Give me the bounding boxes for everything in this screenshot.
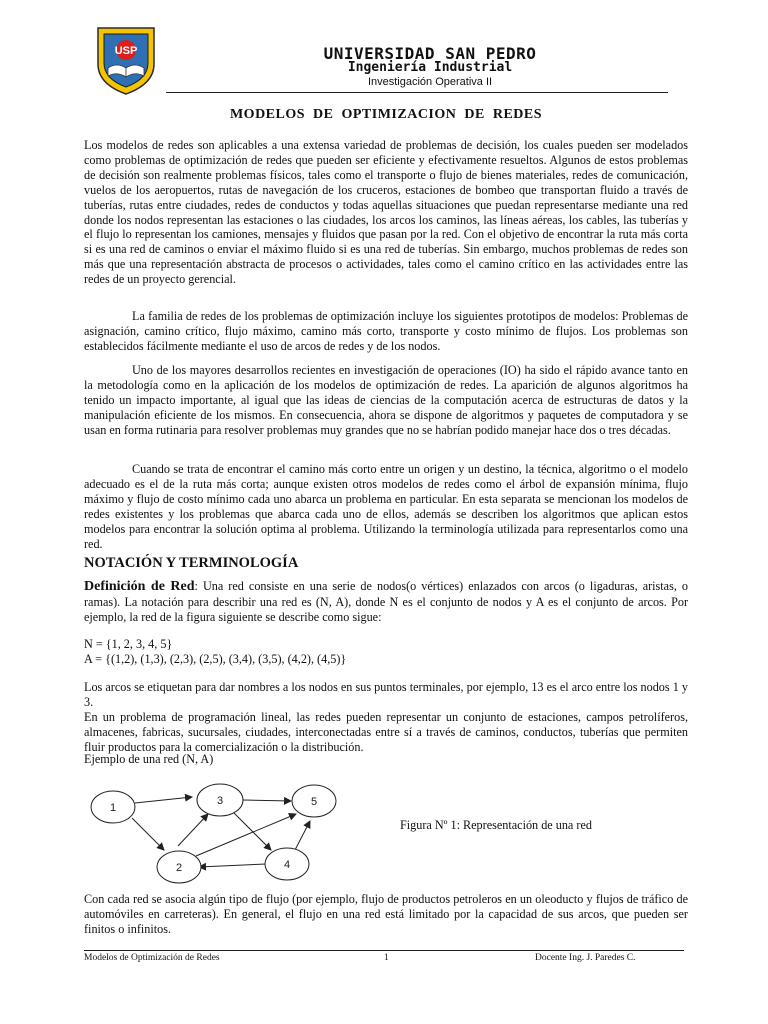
page-number: 1: [384, 953, 389, 963]
university-name: UNIVERSIDAD SAN PEDRO: [323, 44, 537, 63]
definition-paragraph: [84, 579, 688, 625]
definition-label: Definición de Red: [84, 579, 195, 594]
node-set: N = {1, 2, 3, 4, 5}: [84, 637, 173, 651]
course-name: Investigación Operativa II: [367, 76, 493, 88]
faculty-name: Ingeniería Industrial: [347, 60, 513, 75]
footer-divider: [84, 950, 684, 951]
arc-3-5: [243, 800, 291, 801]
network-diagram: [84, 776, 364, 886]
document-title: MODELOS DE OPTIMIZACION DE REDES: [229, 107, 543, 122]
arcs-paragraph: Los arcos se etiquetan para dar nombres a los nodos en sus puntos terminales, por ejemplo, 13 es el arco entre los nodos 1 y 3.: [84, 680, 688, 709]
flow-paragraph: Con cada red se asocia algún tipo de flujo (por ejemplo, flujo de productos petroleros en un oleoducto y flujos de tráfico de automóviles en carreteras). En general, el flujo en una red está limitado por la capacidad de sus arcos, que pueden ser finitos o infinitos.: [84, 892, 688, 936]
arc-1-2: [132, 818, 164, 850]
arc-2-3: [178, 814, 208, 846]
node-4-label: 4: [283, 859, 291, 871]
section-title: NOTACIÓN Y TERMINOLOGÍA: [84, 555, 299, 571]
footer-left: Modelos de Optimización de Redes: [84, 953, 220, 963]
logo-text: USP: [114, 45, 138, 57]
footer-right: Docente Ing. J. Paredes C.: [535, 953, 636, 963]
figure-caption: Figura Nº 1: Representación de una red: [400, 818, 592, 832]
node-2-label: 2: [175, 862, 183, 874]
university-logo: [92, 22, 160, 96]
developments-paragraph: Uno de los mayores desarrollos recientes en investigación de operaciones (IO) ha sido el rápido avance tanto en la metodología como en la aplicación de los modelos de optimización de redes. La aparición de algunos algoritmos ha tenido un impacto importante, al igual que las ideas de ciencias de la computación acerca de estructuras de datos y la manipulación eficiente de los mismos. En consecuencia, ahora se dispone de algoritmos y paquetes de computadora y se usan en forma rutinaria para resolver problemas muy grandes que no se habrían podido manejar hace dos o tres décadas.: [84, 363, 688, 437]
arc-4-2: [199, 864, 266, 867]
arc-1-3: [135, 797, 192, 803]
example-label: Ejemplo de una red (N, A): [84, 752, 214, 766]
arc-set: A = {(1,2), (1,3), (2,3), (2,5), (3,4), (3,5), (4,2), (4,5)}: [84, 652, 347, 666]
node-5-label: 5: [310, 796, 318, 808]
node-1-label: 1: [109, 802, 117, 814]
family-paragraph: La familia de redes de los problemas de optimización incluye los siguientes prototipos de modelos: Problemas de asignación, camino crítico, flujo máximo, camino más corto, transporte y costo mínimo de flujos. Los problemas son establecidos fácilmente mediante el uso de arcos de redes y de los nodos.: [84, 309, 688, 353]
shortest-path-paragraph: Cuando se trata de encontrar el camino más corto entre un origen y un destino, la técnica, algoritmo o el modelo adecuado es el de la ruta más corta; aunque existen otros modelos de redes como el árbol de expansión mínima, flujo máximo y flujo de costo mínimo cada uno abarca un problema en particular. En esta separata se mencionan los modelos de redes existentes y los problemas que abarca cada uno de ellos, además se describen los algoritmos que aplican estos modelos para encontrar la solución optima al problema. Utilizando la terminología utilizada para representarlos como una red.: [84, 462, 688, 551]
lp-paragraph: En un problema de programación lineal, las redes pueden representar un conjunto de estaciones, campos petrolíferos, almacenes, fabricas, sucursales, ciudades, interconectadas entre sí a través de caminos, conductos, tuberías que permiten fluir productos para la comercialización o la distribución.: [84, 710, 688, 754]
definition-text: : Una red consiste en una serie de nodos(o vértices) enlazados con arcos (o ligaduras, aristas, o ramas). La notación para describir una red es (N, A), donde N es el conjunto de nodos y A es el conjunto de arcos. Por ejemplo, la red de la figura siguiente se describe como sigue:: [84, 579, 689, 624]
intro-paragraph: Los modelos de redes son aplicables a una extensa variedad de problemas de decisión, los cuales pueden ser modelados como problemas de optimización de redes que pueden ser eficiente y efectivamente resueltos. Algunos de estos problemas de decisión son realmente problemas físicos, tales como el transporte o flujo de bienes materiales, redes de comunicación, vuelos de los aeropuertos, rutas de navegación de los cruceros, estaciones de bombeo que transportan fluido a través de tuberías, rutas entre ciudades, redes de conductos y todas aquellas situaciones que puedan representarse mediante una red donde los nodos representan las estaciones o las ciudades, los arcos los caminos, las líneas aéreas, los cables, las tuberías y el flujo lo representan los camiones, mensajes y fluidos que pasan por la red. Con el objetivo de encontrar la ruta más corta si es una red de caminos o enviar el máximo fluido si es una red de tuberías. Sin embargo, muchos problemas de redes son más que una representación abstracta de procesos o actividades, tales como el camino crítico en las actividades entre las redes de un proyecto gerencial.: [84, 138, 688, 287]
arc-4-5: [295, 821, 310, 850]
node-3-label: 3: [216, 795, 224, 807]
header-divider: [166, 92, 668, 93]
arc-3-4: [234, 813, 271, 850]
